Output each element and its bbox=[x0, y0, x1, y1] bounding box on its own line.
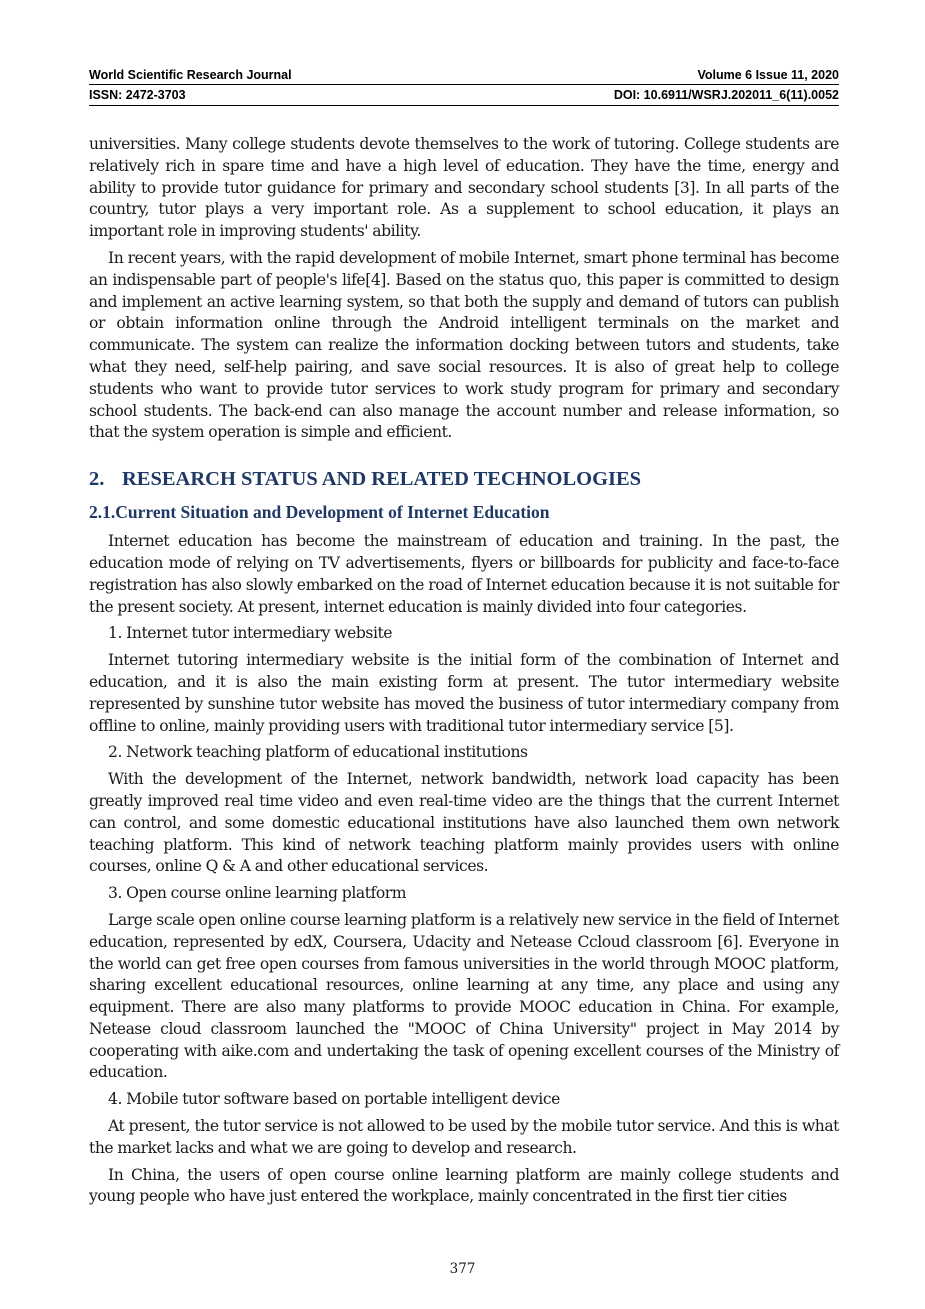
paragraph: Large scale open online course learning platform is a relatively new service in the field of Internet education, represented by edX, Coursera, Udacity and Netease Ccloud classroom [6]. Everyone in the world can get free open courses from famous universities in the world through MOOC platform, sharing excellent educational resources, online learning at any time, any place and using any equipment. There are also many platforms to provide MOOC education in China. For example, Netease cloud classroom launched the "MOOC of China University" project in May 2014 by cooperating with aike.com and undertaking the task of opening excellent courses of the Ministry of education. bbox=[89, 910, 839, 1082]
paragraph: In recent years, with the rapid development of mobile Internet, smart phone terminal has become an indispensable part of people's life[4]. Based on the status quo, this paper is committed to design and implement an active learning system, so that both the supply and demand of tutors can publish or obtain information online through the Android intelligent terminals on the market and communicate. The system can realize the information docking between tutors and students, take what they need, self-help pairing, and save social resources. It is also of great help to college students who want to provide tutor services to work study program for primary and secondary school students. The back-end can also manage the account number and release information, so that the system operation is simple and efficient. bbox=[89, 248, 839, 442]
list-item: 4. Mobile tutor software based on portable intelligent device bbox=[108, 1090, 560, 1109]
subsection-title: Current Situation and Development of Internet Education bbox=[115, 502, 550, 523]
paragraph: Internet education has become the mainstream of education and training. In the past, the education mode of relying on TV advertisements, flyers or billboards for publicity and face-to-face registration has also slowly embarked on the road of Internet education because it is not suitable for the present society. At present, internet education is mainly divided into four categories. bbox=[89, 532, 839, 616]
section-title: RESEARCH STATUS AND RELATED TECHNOLOGIES bbox=[122, 468, 642, 491]
doi: DOI: 10.6911/WSRJ.202011_6(11).0052 bbox=[613, 88, 839, 102]
list-item: 3. Open course online learning platform bbox=[108, 884, 407, 903]
subsection-number: 2.1. bbox=[89, 502, 116, 523]
paragraph: In China, the users of open course online learning platform are mainly college students and young people who have just entered the workplace, mainly concentrated in the first tier cities bbox=[89, 1165, 839, 1206]
subsection-heading bbox=[89, 501, 839, 523]
article-body bbox=[89, 134, 839, 1213]
page-footer bbox=[0, 1261, 925, 1277]
volume-issue: Volume 6 Issue 11, 2020 bbox=[697, 68, 839, 82]
header-row-top bbox=[89, 66, 839, 85]
section-heading bbox=[89, 466, 839, 492]
issn: ISSN: 2472-3703 bbox=[89, 88, 186, 102]
paragraph: With the development of the Internet, network bandwidth, network load capacity has been greatly improved real time video and even real-time video are the things that the current Internet can control, and some domestic educational institutions have also launched them own network teaching platform. This kind of network teaching platform mainly provides users with online courses, online Q & A and other educational services. bbox=[89, 770, 839, 876]
list-item: 2. Network teaching platform of educational institutions bbox=[108, 743, 528, 762]
journal-name: World Scientific Research Journal bbox=[89, 68, 292, 82]
paragraph: Internet tutoring intermediary website is the initial form of the combination of Internet and education, and it is also the main existing form at present. The tutor intermediary website represented by sunshine tutor website has moved the business of tutor intermediary company from offline to online, mainly providing users with traditional tutor intermediary service [5]. bbox=[89, 651, 839, 735]
list-item: 1. Internet tutor intermediary website bbox=[108, 624, 393, 643]
paragraph: universities. Many college students devote themselves to the work of tutoring. College students are relatively rich in spare time and have a high level of education. They have the time, energy and ability to provide tutor guidance for primary and secondary school students [3]. In all parts of the country, tutor plays a very important role. As a supplement to school education, it plays an important role in improving students' ability. bbox=[89, 135, 839, 241]
page-number: 377 bbox=[449, 1261, 476, 1277]
section-number: 2. bbox=[89, 468, 105, 491]
paragraph: At present, the tutor service is not allowed to be used by the mobile tutor service. And this is what the market lacks and what we are going to develop and research. bbox=[89, 1117, 839, 1157]
running-header bbox=[89, 66, 839, 106]
header-row-bottom bbox=[89, 85, 839, 106]
